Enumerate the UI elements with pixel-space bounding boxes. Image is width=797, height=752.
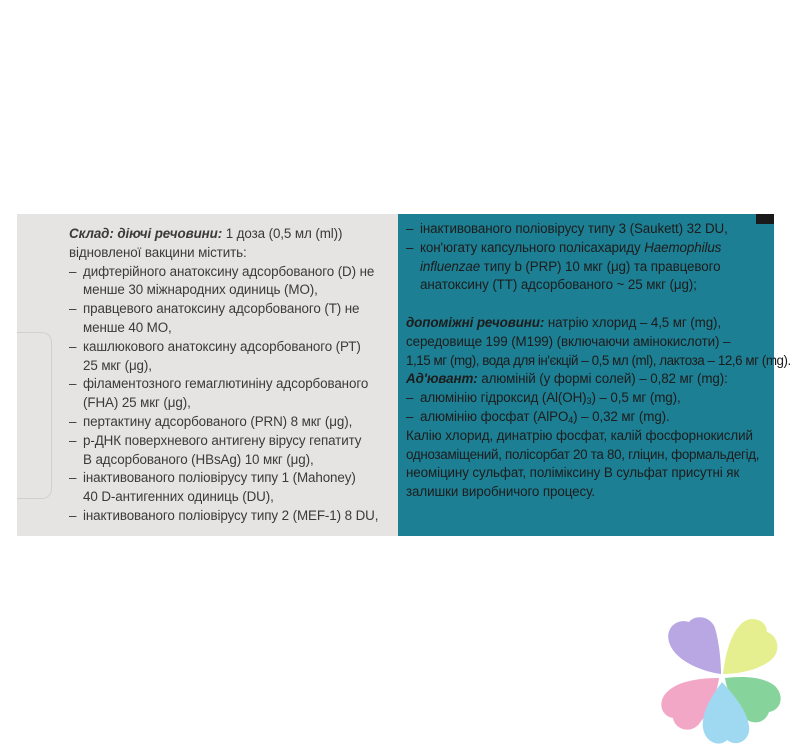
composition-left-column: [69, 225, 389, 526]
list-item: [69, 300, 389, 319]
residuals-line: Калію хлорид, динатрію фосфат, калій фосфорнокислий: [406, 427, 753, 443]
list-item-cont: менше 30 міжнародних одиниць (МО),: [83, 282, 318, 298]
item-text: інактивованого поліовірусу типу 3 (Saukett) 32 DU,: [420, 221, 728, 236]
flower-logo: [655, 612, 787, 748]
item-text: р-ДНК поверхневого антигену вірусу гепатиту: [83, 432, 362, 448]
list-item-cont: В адсорбованого (HBsAg) 10 мкг (μg),: [83, 451, 314, 467]
item-text: кашлюкового анатоксину адсорбованого (РТ): [83, 338, 361, 354]
dash: –: [69, 413, 77, 429]
dash: –: [69, 432, 77, 448]
list-item-cont: анатоксину (ТТ) адсорбованого ~ 25 мкг (μg);: [420, 277, 697, 293]
item-text: алюмінію гідроксид (Al(OH): [420, 390, 587, 406]
excipients-heading: [406, 314, 776, 333]
dose-text: 1 доза (0,5 мл (ml)): [222, 226, 343, 241]
item-text: алюмінію фосфат (AlPO: [420, 408, 569, 424]
residuals-line: неоміцину сульфат, поліміксину В сульфат присутні як: [406, 465, 740, 481]
composition-right-column: [406, 220, 791, 502]
subscript: 4: [568, 414, 574, 425]
item-text: кон'югату капсульного полісахариду: [420, 239, 645, 255]
dash: –: [69, 376, 77, 392]
adjuvant-text: алюміній (у формі солей) – 0,82 мг (mg):: [477, 371, 728, 387]
composition-heading: [69, 225, 389, 244]
dash: –: [406, 221, 414, 236]
organism-name: Haemophilus: [644, 239, 722, 255]
item-text: ) – 0,5 мг (mg),: [591, 390, 681, 406]
residuals-line: однозаміщений, полісорбат 20 та 80, гліцин, формальдегід,: [406, 446, 760, 462]
excipients-line: середовище 199 (М199) (включаючи амінокислоти) –: [406, 333, 731, 349]
petal-yellow: [723, 619, 777, 674]
excipients-line: 1,15 мг (mg), вода для ін'єкцій – 0,5 мл (ml), лактоза – 12,6 мг (mg).: [406, 352, 791, 368]
item-text: правцевого анатоксину адсорбованого (Т) не: [83, 301, 360, 317]
list-item: [69, 263, 389, 282]
vaccine-composition-card: [17, 214, 791, 536]
list-item-cont: 40 D-антигенних одиниць (DU),: [83, 489, 274, 505]
list-item: [69, 413, 389, 432]
item-text: типу b (PRP) 10 мкг (μg) та правцевого: [480, 258, 721, 274]
excipients-label: допоміжні речовини:: [406, 314, 545, 330]
list-item: [69, 375, 389, 394]
item-text: філаментозного гемаглютиніну адсорбованого: [83, 376, 369, 392]
petal-purple: [668, 617, 721, 674]
list-item: [69, 432, 389, 451]
dash: –: [69, 470, 77, 486]
list-item: [406, 239, 776, 258]
dash: –: [69, 263, 77, 279]
list-item-cont: (FHA) 25 мкг (μg),: [83, 395, 191, 411]
dash: –: [406, 408, 414, 424]
item-text: інактивованого поліовірусу типу 1 (Mahoney): [83, 470, 356, 486]
subscript: 3: [586, 396, 592, 407]
list-item: [406, 220, 776, 239]
list-item: [69, 338, 389, 357]
adjuvant-heading: [406, 370, 776, 389]
list-item: [69, 507, 389, 526]
composition-heading-line2: відновленої вакцини містить:: [69, 244, 247, 260]
item-text: пертактину адсорбованого (PRN) 8 мкг (μg),: [83, 413, 353, 429]
card-flap-edge: [17, 332, 52, 499]
list-item: [69, 469, 389, 488]
item-text: інактивованого поліовірусу типу 2 (MEF-1) 8 DU,: [83, 507, 379, 523]
item-text: дифтерійного анатоксину адсорбованого (D) не: [83, 263, 375, 279]
list-item-cont: менше 40 МО,: [83, 319, 172, 335]
item-text: ) – 0,32 мг (mg).: [573, 408, 670, 424]
list-item-cont: 25 мкг (μg),: [83, 357, 152, 373]
residuals-line: залишки виробничого процесу.: [406, 484, 595, 500]
dash: –: [69, 338, 77, 354]
excipients-text: натрію хлорид – 4,5 мг (mg),: [544, 314, 722, 330]
dash: –: [406, 390, 414, 406]
active-substances-label: Склад: діючі речовини:: [69, 226, 223, 241]
adjuvant-label: Ад'ювант:: [406, 371, 478, 387]
dash: –: [406, 239, 414, 255]
organism-name: influenzae: [420, 258, 481, 274]
list-item: [406, 408, 776, 427]
list-item: [406, 389, 776, 408]
list-item-cont: [406, 258, 776, 277]
dash: –: [69, 507, 77, 523]
dash: –: [69, 301, 77, 317]
